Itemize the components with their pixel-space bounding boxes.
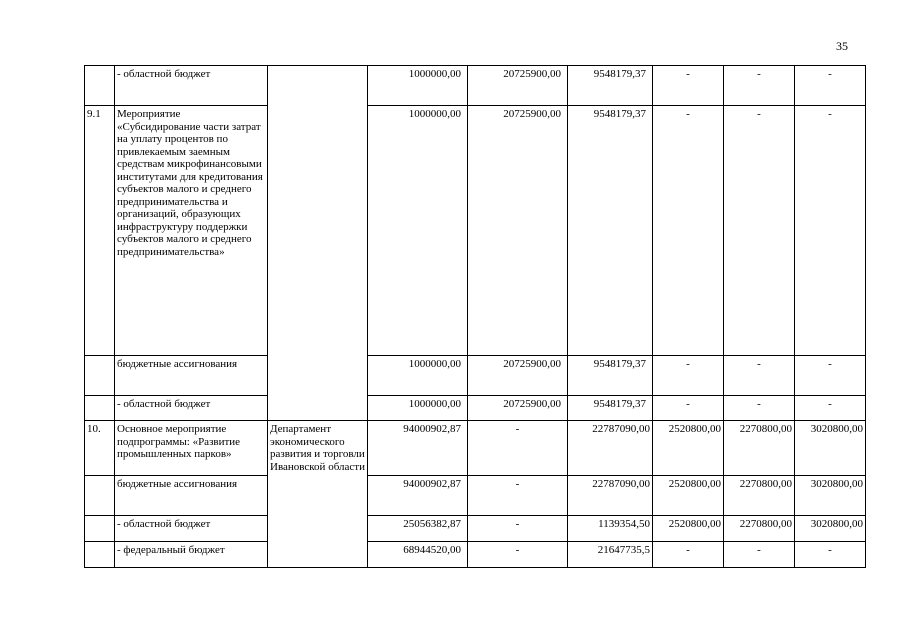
value-cell: - [724,396,795,421]
value-cell: 1000000,00 [368,66,468,106]
value-cell: 20725900,00 [468,106,568,356]
value-cell: 68944520,00 [368,542,468,568]
value-cell: - [653,542,724,568]
value-cell: 3020800,00 [795,476,866,516]
row-name: Основное мероприятие подпрограммы: «Развитие промышленных парков» [115,421,268,476]
value-cell: 2520800,00 [653,421,724,476]
value-cell: - [795,542,866,568]
value-cell: 3020800,00 [795,516,866,542]
value-cell: 1000000,00 [368,106,468,356]
table-row [85,476,866,516]
value-cell: 2270800,00 [724,476,795,516]
page-number: 35 [836,39,848,53]
value-cell: 1000000,00 [368,356,468,396]
value-cell: - [653,66,724,106]
value-cell: 9548179,37 [568,106,653,356]
value-cell: 9548179,37 [568,356,653,396]
value-cell: - [468,516,568,542]
table-row [85,106,866,356]
value-cell: 20725900,00 [468,66,568,106]
value-cell: 1000000,00 [368,396,468,421]
value-cell: 25056382,87 [368,516,468,542]
value-cell: 22787090,00 [568,476,653,516]
value-cell: - [468,421,568,476]
table-row [85,396,866,421]
value-cell: - [468,542,568,568]
value-cell: 9548179,37 [568,66,653,106]
table-row [85,421,866,476]
row-number: 10. [85,421,115,476]
value-cell: 2270800,00 [724,516,795,542]
row-number [85,542,115,568]
row-name: - областной бюджет [115,66,268,106]
row-name: - областной бюджет [115,396,268,421]
row-number [85,66,115,106]
row-number: 9.1 [85,106,115,356]
value-cell: - [724,106,795,356]
value-cell: 21647735,5 [568,542,653,568]
row-name: Мероприятие «Субсидирование части затрат на уплату процентов по привлекаемым заемным средствам микрофинансовыми институтами для кредитования субъектов малого и среднего предпринимательства и организаций, образующих инфраструктуру поддержки субъектов малого и среднего предпринимательства» [115,106,268,356]
value-cell: 20725900,00 [468,356,568,396]
row-name: - областной бюджет [115,516,268,542]
value-cell: 1139354,50 [568,516,653,542]
value-cell: - [653,356,724,396]
value-cell: 2270800,00 [724,421,795,476]
value-cell: - [653,396,724,421]
value-cell: - [468,476,568,516]
row-number [85,516,115,542]
value-cell: 94000902,87 [368,476,468,516]
value-cell: 20725900,00 [468,396,568,421]
value-cell: 94000902,87 [368,421,468,476]
value-cell: - [724,66,795,106]
value-cell: 9548179,37 [568,396,653,421]
executor-cell [268,66,368,421]
value-cell: - [724,542,795,568]
value-cell: - [795,106,866,356]
value-cell: - [653,106,724,356]
value-cell: 2520800,00 [653,516,724,542]
value-cell: 3020800,00 [795,421,866,476]
value-cell: 2520800,00 [653,476,724,516]
row-number [85,356,115,396]
value-cell: - [795,66,866,106]
budget-table [84,65,866,568]
row-name: - федеральный бюджет [115,542,268,568]
row-name: бюджетные ассигнования [115,356,268,396]
value-cell: - [795,356,866,396]
table-row [85,356,866,396]
row-name: бюджетные ассигнования [115,476,268,516]
value-cell: 22787090,00 [568,421,653,476]
row-number [85,476,115,516]
table-row [85,66,866,106]
row-number [85,396,115,421]
value-cell: - [724,356,795,396]
table-row [85,542,866,568]
table-row [85,516,866,542]
value-cell: - [795,396,866,421]
executor-cell: Департамент экономического развития и торговли Ивановской области [268,421,368,568]
